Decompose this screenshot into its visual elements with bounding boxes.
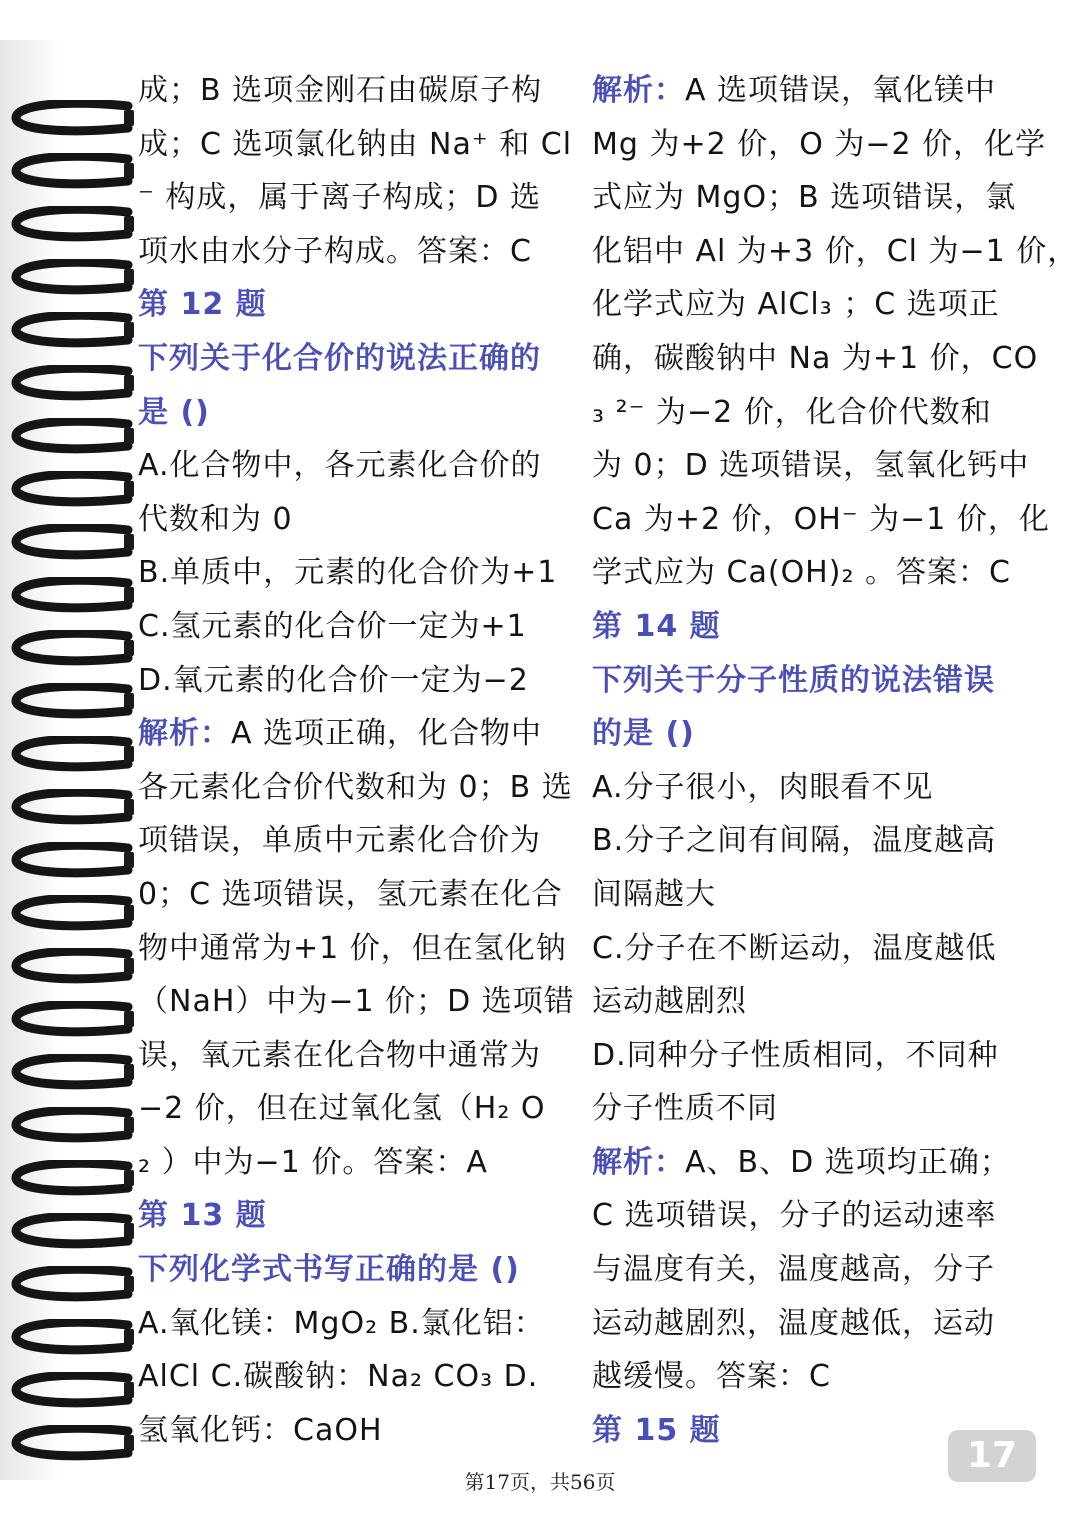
text-line: Mg 为+2 价，O 为−2 价，化学 — [592, 126, 1047, 162]
text-line: 是 () — [138, 394, 210, 430]
text-line: 为 0；D 选项错误，氢氧化钙中 — [592, 448, 1030, 484]
text-line: 项错误，单质中元素化合价为 — [138, 823, 541, 859]
text-line: Ca 为+2 价，OH⁻ 为−1 价，化 — [592, 501, 1050, 537]
binding-ring — [8, 789, 136, 831]
text-line — [592, 64, 1042, 118]
analysis-label: 解析： — [138, 716, 231, 752]
text-line: 成；B 选项金刚石由碳原子构 — [138, 73, 543, 108]
text-line: 学式应为 Ca(OH)₂ 。答案：C — [592, 555, 1011, 591]
binding-ring — [8, 1107, 136, 1149]
text-line: ₃ ²⁻ 为−2 价，化合价代数和 — [592, 394, 992, 430]
text-line: 项水由水分子构成。答案：C — [138, 233, 532, 269]
text-line: 式应为 MgO；B 选项错误，氯 — [592, 180, 1017, 216]
text-line: 化学式应为 AlCl₃ ；C 选项正 — [592, 287, 1000, 323]
page-footer: 第17页，共56页 — [464, 1470, 616, 1494]
binding-ring — [8, 1054, 136, 1096]
binding-ring — [8, 1372, 136, 1414]
binding-ring — [8, 471, 136, 513]
text-line: 物中通常为+1 价，但在氢化钠 — [138, 930, 567, 966]
text-line: A.氧化镁：MgO₂ B.氯化铝： — [138, 1305, 545, 1341]
text-line: 误，氧元素在化合物中通常为 — [138, 1037, 541, 1073]
text-line: 的是 () — [592, 716, 695, 752]
text-line: C.氢元素的化合价一定为+1 — [138, 608, 527, 644]
text-line: 运动越剧烈，温度越低，运动 — [592, 1305, 995, 1341]
binding-ring — [8, 736, 136, 778]
binding-ring — [8, 259, 136, 301]
text-line: ⁻ 构成，属于离子构成；D 选 — [138, 180, 542, 216]
binding-ring — [8, 1160, 136, 1202]
text-line: B.分子之间有间隔，温度越高 — [592, 823, 997, 859]
text-line: 下列关于化合价的说法正确的 — [138, 340, 541, 376]
text-line: −2 价，但在过氧化氢（H₂ O — [138, 1091, 546, 1127]
text-line: 第 12 题 — [138, 287, 267, 323]
left-column — [138, 64, 578, 1457]
text-line: 第 14 题 — [592, 608, 721, 644]
text-line: 化铝中 Al 为+3 价，Cl 为−1 价， — [592, 233, 1079, 269]
binding-ring — [8, 1001, 136, 1043]
text-line: 各元素化合价代数和为 0；B 选 — [138, 769, 573, 805]
right-column — [592, 64, 1079, 1457]
analysis-label: 解析： — [592, 73, 685, 108]
text-line: D.同种分子性质相同，不同种 — [592, 1037, 999, 1073]
text-line: C.分子在不断运动，温度越低 — [592, 930, 997, 966]
analysis-text: A 选项正确，化合物中 — [231, 716, 543, 752]
binding-ring — [8, 842, 136, 884]
text-line: 下列化学式书写正确的是 () — [138, 1252, 520, 1288]
analysis-text: A 选项错误，氧化镁中 — [685, 73, 997, 108]
binding-ring — [8, 1425, 136, 1467]
binding-ring — [8, 1319, 136, 1361]
text-line: 氢氧化钙：CaOH — [138, 1412, 383, 1448]
binding-ring — [8, 365, 136, 407]
binding-ring — [8, 418, 136, 460]
text-line: ₂ ）中为−1 价。答案：A — [138, 1144, 488, 1180]
binding-ring — [8, 683, 136, 725]
text-line: 与温度有关，温度越高，分子 — [592, 1252, 995, 1288]
text-line: D.氧元素的化合价一定为−2 — [138, 662, 529, 698]
text-line: 第 15 题 — [592, 1412, 721, 1448]
text-line: C 选项错误，分子的运动速率 — [592, 1198, 997, 1234]
analysis-label: 解析： — [592, 1144, 685, 1180]
text-line: A.分子很小，肉眼看不见 — [592, 769, 934, 805]
binding-ring — [8, 895, 136, 937]
binding-ring — [8, 206, 136, 248]
binding-ring — [8, 312, 136, 354]
text-line: 分子性质不同 — [592, 1091, 778, 1127]
text-line: A.化合物中，各元素化合价的 — [138, 448, 542, 484]
text-line: （NaH）中为−1 价；D 选项错 — [138, 984, 575, 1020]
page-number-badge: 17 — [948, 1430, 1036, 1482]
binding-ring — [8, 100, 136, 142]
text-line: 确，碳酸钠中 Na 为+1 价，CO — [592, 340, 1039, 376]
binding-ring — [8, 630, 136, 672]
text-line: 运动越剧烈 — [592, 984, 747, 1020]
text-line: 越缓慢。答案：C — [592, 1359, 831, 1395]
text-line: AlCl C.碳酸钠：Na₂ CO₃ D. — [138, 1359, 539, 1395]
binding-ring — [8, 153, 136, 195]
binding-ring — [8, 1266, 136, 1308]
text-line: 0；C 选项错误，氢元素在化合 — [138, 876, 563, 912]
text-line: 代数和为 0 — [138, 501, 293, 537]
binding-ring — [8, 1213, 136, 1255]
analysis-text: A、B、D 选项均正确； — [685, 1144, 1011, 1180]
binding-ring — [8, 577, 136, 619]
text-line: 第 13 题 — [138, 1198, 267, 1234]
text-line — [138, 707, 578, 761]
text-line: 下列关于分子性质的说法错误 — [592, 662, 995, 698]
text-line: 成；C 选项氯化钠由 Na⁺ 和 Cl — [138, 126, 573, 162]
binding-ring — [8, 948, 136, 990]
text-line: B.单质中，元素的化合价为+1 — [138, 555, 558, 591]
binding-ring — [8, 524, 136, 566]
spiral-binding — [8, 100, 138, 1480]
text-line — [592, 1136, 1042, 1190]
text-line: 间隔越大 — [592, 876, 716, 912]
